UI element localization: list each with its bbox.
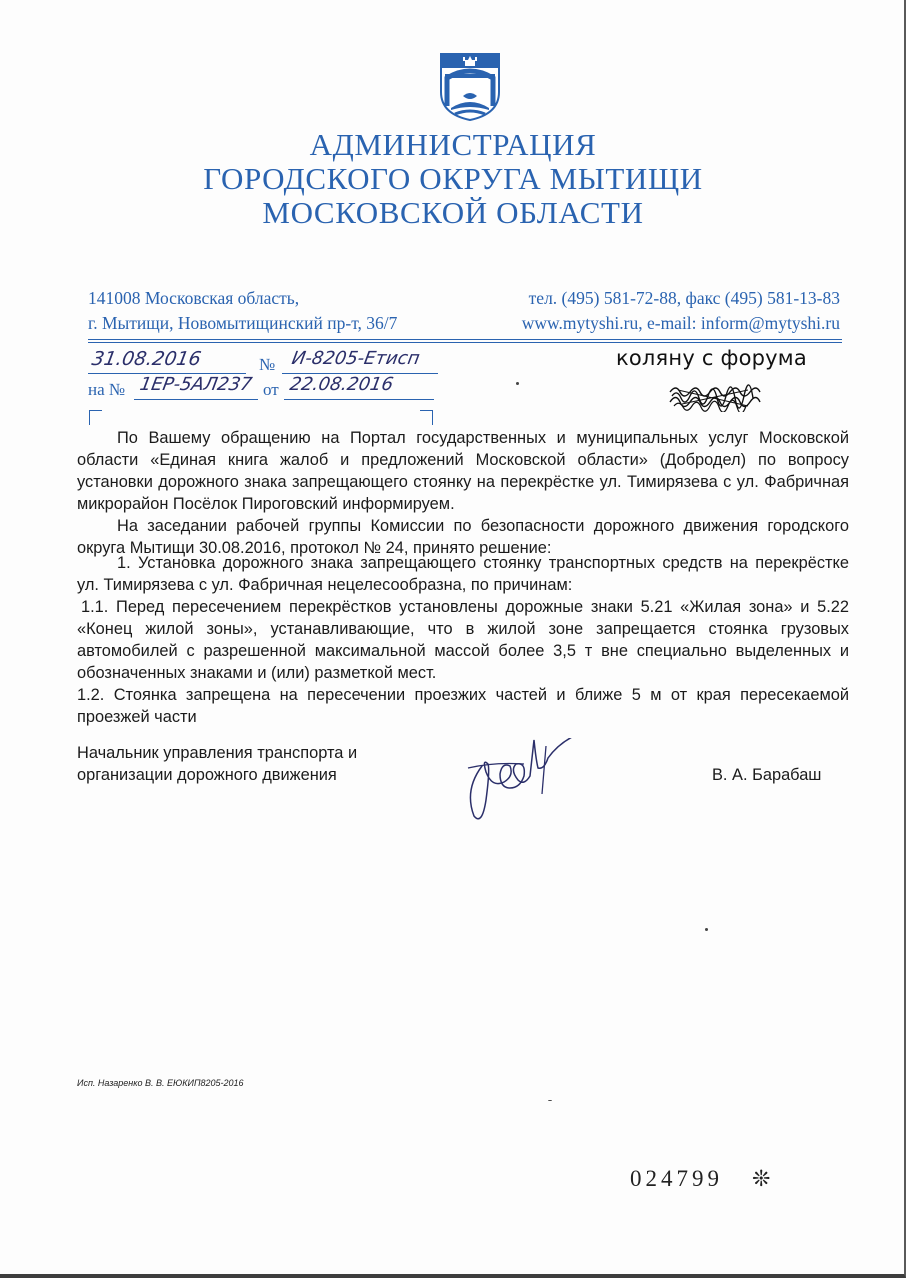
coat-of-arms-icon [437, 44, 503, 122]
letterhead-rule-thin [88, 342, 842, 343]
form-serial-number: 024799 [630, 1166, 723, 1191]
body-paragraph-request: По Вашему обращению на Портал государственных и муниципальных услуг Московской области «Единая книга жалоб и предложений Московской области» (Добродел) по вопросу установки дорожного знака запрещающего стоянку на перекрёстке ул. Тимирязева с ул. Фабричная микрорайон Посёлок Пироговский информируем. [77, 429, 849, 513]
signer-position-line2: организации дорожного движения [77, 766, 337, 784]
number-label: № [259, 355, 276, 374]
reference-date: 22.08.2016 [288, 374, 395, 395]
reference-number: 1ЕР-5АЛ237 [138, 374, 254, 395]
subject-corner-left [89, 410, 102, 425]
signer-name: В. А. Барабаш [712, 766, 822, 784]
org-title-line3: МОСКОВСКОЙ ОБЛАСТИ [262, 195, 644, 230]
scan-speck [705, 928, 708, 931]
org-title-line2: ГОРОДСКОГО ОКРУГА МЫТИЩИ [203, 161, 703, 196]
signer-position-line1: Начальник управления транспорта и [77, 744, 358, 762]
letterhead-rule [88, 339, 842, 340]
body-item-1-1: 1.1. Перед пересечением перекрёстков установлены дорожные знаки 5.21 «Жилая зона» и 5.22 «Конец жилой зоны», устанавливающие, что в жилой зоне запрещается стоянка грузовых автомобилей с разрешенной максимальной массой более 3,5 т вне специально выделенных и обозначенных знаками и (или) разметкой мест. [77, 598, 849, 682]
handwritten-signature [460, 738, 610, 824]
subject-corner-right [420, 410, 433, 425]
redacted-name-scribble [668, 382, 764, 412]
executor-note: Исп. Назаренко В. В. ЕЮКИП8205-2016 [77, 1078, 244, 1088]
serial-mark-icon: ❊ [752, 1166, 771, 1191]
scan-speck [516, 382, 519, 385]
outgoing-number: И-8205-Етисп [290, 348, 422, 369]
reference-underline [134, 399, 258, 400]
outgoing-date: 31.08.2016 [90, 348, 203, 370]
postal-address-line2: г. Мытищи, Новомытищинский пр-т, 36/7 [88, 313, 398, 333]
reference-label: на № [88, 380, 126, 399]
body-item-1-2: 1.2. Стоянка запрещена на пересечении проезжих частей и ближе 5 м от края пересекаемой проезжей части [77, 686, 849, 726]
reference-date-underline [284, 399, 434, 400]
web-email-line: www.mytyshi.ru, e-mail: inform@mytyshi.ru [521, 313, 840, 333]
org-title-line1: АДМИНИСТРАЦИЯ [309, 127, 597, 162]
body-item-1: 1. Установка дорожного знака запрещающего стоянку транспортных средств на перекрёстке ул. Тимирязева с ул. Фабричная нецелесообразна, по причинам: [77, 554, 849, 594]
phone-fax-line: тел. (495) 581-72-88, факс (495) 581-13-83 [528, 288, 840, 308]
postal-address-line1: 141008 Московская область, [88, 288, 300, 308]
scan-speck [548, 1100, 552, 1101]
body-paragraph-decision: На заседании рабочей группы Комиссии по безопасности дорожного движения городского округа Мытищи 30.08.2016, протокол № 24, принято решение: [77, 517, 849, 557]
addressee-note: коляну с форума [616, 346, 807, 370]
reference-from-label: от [263, 380, 279, 399]
